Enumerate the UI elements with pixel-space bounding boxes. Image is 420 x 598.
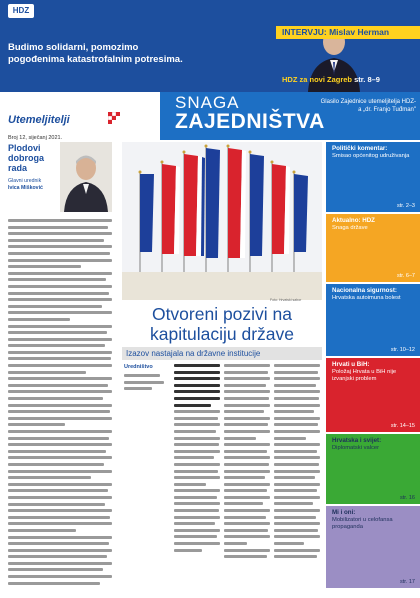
caption-page: str. 8–9 [354, 75, 380, 84]
interview-caption[interactable] [282, 74, 380, 86]
table-of-contents [326, 142, 420, 588]
interview-label[interactable] [282, 26, 389, 39]
toc-item[interactable] [326, 434, 420, 504]
article-column-4 [274, 364, 320, 588]
photo-credit: Foto: Hrvatski sabor [270, 298, 302, 302]
toc-title: Mi i oni: [332, 509, 356, 516]
toc-page: str. 17 [400, 579, 415, 585]
toc-subtitle: Mobilizatori u celofansa propaganda [332, 517, 393, 530]
slogan-line-2: pogođenima katastrofalnim potresima. [8, 54, 183, 65]
toc-subtitle: Smisao općenitog udruživanja [332, 153, 410, 159]
editor-photo [60, 142, 112, 212]
hdz-logo: HDZ [8, 4, 34, 18]
lead-subhead: Izazov nastajala na državne institucije [126, 349, 261, 358]
toc-subtitle: Hrvatska autoimuna bolest [332, 295, 401, 301]
checkerboard-icon [108, 112, 124, 124]
toc-page: str. 16 [400, 495, 415, 501]
toc-page: str. 14–15 [390, 423, 415, 429]
title-zajednistva: ZAJEDNIŠTVA [175, 110, 325, 133]
toc-title: Hrvati u BiH: [332, 361, 370, 368]
interview-prefix: INTERVJU: [282, 27, 327, 37]
utemeljitelji-logo: Utemeljitelji [8, 114, 70, 126]
toc-item[interactable] [326, 214, 420, 282]
toc-subtitle: Snaga države [332, 225, 368, 231]
editorial-body [8, 219, 112, 587]
editorial-title: Plodovi dobroga rada [8, 143, 44, 173]
banner-slogan [8, 42, 218, 66]
glasilo-text: Glasilo Zajednice utemeljitelja HDZ-a „dr. Franjo Tuđman" [320, 99, 416, 113]
article-column-2 [174, 364, 220, 588]
toc-subtitle: Diplomatski valcer [332, 445, 380, 451]
toc-subtitle: Položaj Hrvata u BiH nije izvanjski problem [332, 369, 397, 382]
toc-page: str. 2–3 [396, 203, 415, 209]
interview-name: Mislav Herman [329, 27, 390, 37]
article-column-3 [224, 364, 270, 588]
issue-number: Broj 12, siječanj 2021. [8, 135, 63, 141]
toc-title: Aktualno: HDZ [332, 217, 375, 224]
toc-title: Politički komentar: [332, 145, 388, 152]
toc-item[interactable] [326, 142, 420, 212]
toc-item[interactable] [326, 358, 420, 432]
toc-item[interactable] [326, 284, 420, 356]
toc-item[interactable] [326, 506, 420, 588]
article-column-1 [124, 374, 164, 598]
flags-photo [122, 142, 322, 300]
toc-page: str. 10–12 [390, 347, 415, 353]
toc-title: Nacionalna sigurnost: [332, 287, 397, 294]
byline: Uredništvo [124, 364, 153, 370]
editor-credit [8, 178, 56, 192]
editor-name: Ivica Mišković [8, 185, 43, 191]
slogan-line-1: Budimo solidarni, pomozimo [8, 42, 139, 53]
title-snaga: SNAGA [175, 93, 240, 112]
toc-page: str. 6–7 [396, 273, 415, 279]
caption-title: HDZ za novi Zagreb [282, 75, 353, 84]
editor-label: Glavni urednik [8, 178, 42, 184]
toc-title: Hrvatska i svijet: [332, 437, 382, 444]
lead-headline[interactable]: Otvoreni pozivi na kapitulaciju države [150, 304, 294, 344]
